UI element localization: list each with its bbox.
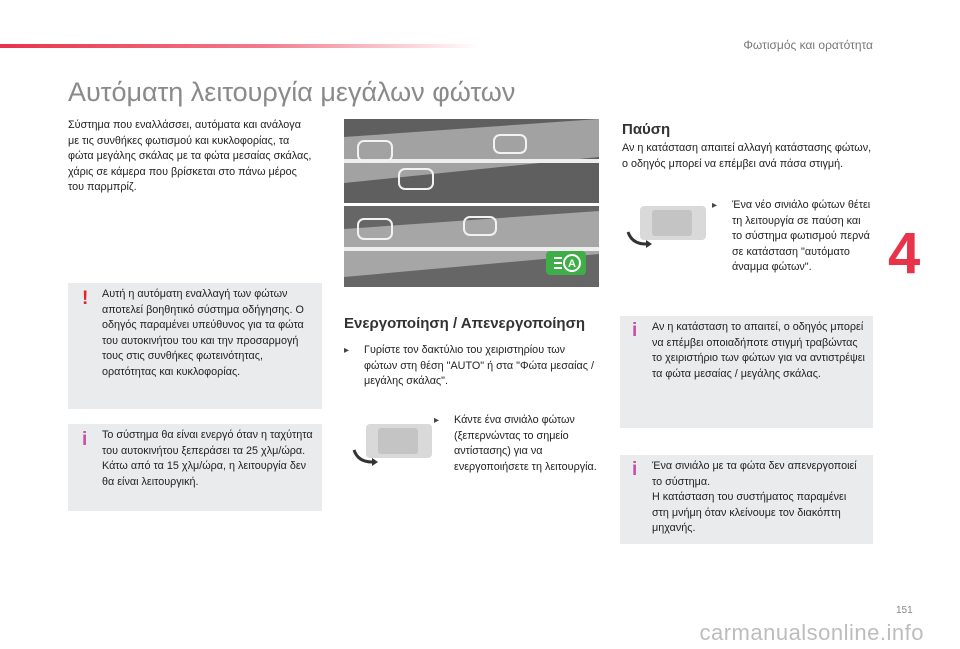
info-pause-text: Αν η κατάσταση το απαιτεί, ο οδηγός μπορεί να επέμβει οποιαδήποτε στιγμή τραβώντας το χειριστήριο των φώτων για να αντιστρέψει τα φώτα μεσαίας / μεγάλης σκάλας. — [652, 321, 865, 380]
info-icon: i — [82, 429, 88, 450]
page-title: Αυτόματη λειτουργία μεγάλων φώτων — [68, 77, 516, 107]
light-stalk-pause-icon — [622, 202, 708, 250]
light-stalk-icon — [348, 418, 434, 466]
intro-paragraph: Σύστημα που εναλλάσσει, αυτόματα και ανάλογα με τις συνθήκες φωτισμού και κυκλοφορίας, τα φώτα μεγάλης σκάλας με τα φώτα μεσαίας σκάλας, χάρις σε κάμερα που βρίσκεται στο πάνω μέρος του παρμπρίζ. — [68, 119, 312, 193]
info-speed-text-1: Το σύστημα θα είναι ενεργό όταν η ταχύτητα του αυτοκινήτου ξεπεράσει τα 25 χλμ/ώρα. — [102, 429, 313, 457]
info-box-speed — [68, 424, 322, 511]
warning-box — [68, 283, 322, 409]
pause-title: Παύση — [622, 121, 671, 138]
activation-title: Ενεργοποίηση / Απενεργοποίηση — [344, 315, 586, 332]
chapter-number: 4 — [888, 221, 921, 286]
info-box-deactivate — [620, 455, 873, 544]
bullet-arrow-icon: ▸ — [712, 200, 718, 211]
page-number: 151 — [896, 605, 913, 616]
warning-text: Αυτή η αυτόματη εναλλαγή των φώτων αποτελεί βοηθητικό σύστημα οδήγησης. Ο οδηγός παραμένει υπεύθυνος για τα φώτα του αυτοκινήτου του και την προσαρμογή τους στις συνθήκες φωτεινότητας, ορατότητας και κυκλοφορίας. — [102, 288, 304, 378]
bullet-arrow-icon: ▸ — [344, 345, 350, 356]
high-beam-illustration — [344, 119, 599, 287]
info-box-pause — [620, 316, 873, 428]
info-deactivate-text-1: Ένα σινιάλο με τα φώτα δεν απενεργοποιεί το σύστημα. — [652, 460, 857, 488]
pause-intro: Αν η κατάσταση απαιτεί αλλαγή κατάστασης φώτων, ο οδηγός μπορεί να επέμβει ανά πάσα στιγμή. — [622, 142, 872, 170]
info-speed-text-2: Κάτω από τα 15 χλμ/ώρα, η λειτουργία δεν θα είναι λειτουργική. — [102, 460, 307, 488]
info-icon: i — [632, 320, 638, 341]
section-title: Φωτισμός και ορατότητα — [743, 38, 873, 52]
watermark: carmanualsonline.info — [699, 620, 924, 645]
auto-high-beam-badge-icon — [546, 251, 586, 275]
badge-label: A — [568, 258, 576, 270]
bullet-arrow-icon: ▸ — [434, 415, 440, 426]
info-icon: i — [632, 459, 638, 480]
warning-icon: ! — [82, 288, 89, 309]
header-accent-bar — [0, 44, 480, 48]
info-deactivate-text-2: Η κατάσταση του συστήματος παραμένει στη μνήμη όταν κλείνουμε τον διακόπτη μηχανής. — [652, 491, 847, 534]
